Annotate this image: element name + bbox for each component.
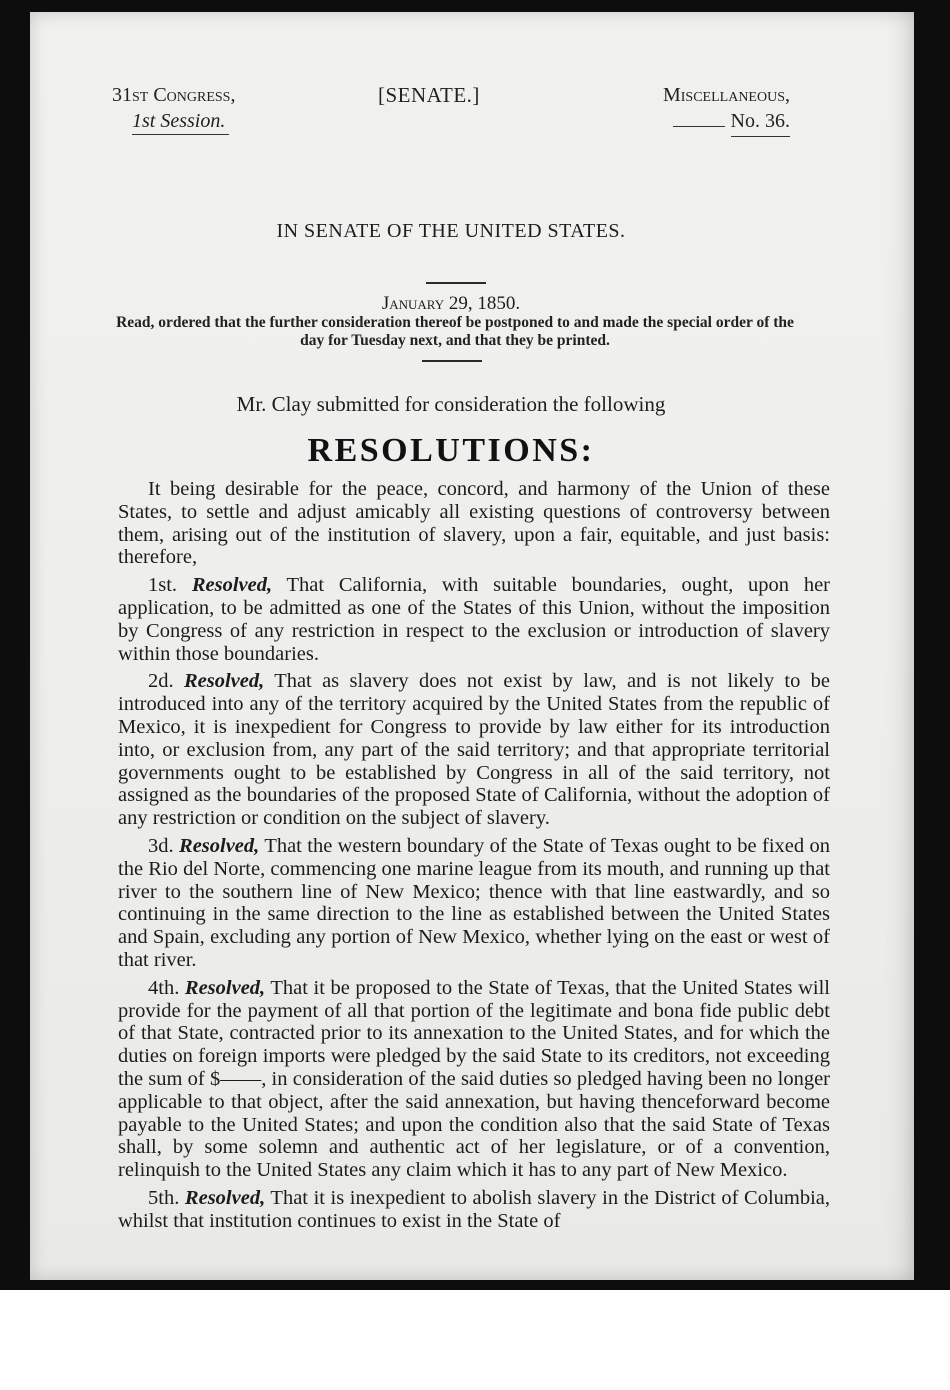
resolutions-heading: RESOLUTIONS: [307,432,595,469]
resolution-2: 2d. Resolved, That as slavery does not exist by law, and is not likely to be introduced into any of the territory acquired by the United States from the republic of Mexico, it is inexpedient for Congress to provide by law either for its introduction into, or exclusion from, any part of the said territory; and that appropriate territorial governments ought to be established by Congress in all of the said territory, not assigned as the boundaries of the proposed State of California, without the adoption of any restriction or condition on the subject of slavery. [118,670,831,830]
session: 1st Session. [132,110,229,135]
document-number: No. 36. [731,108,790,137]
category: Miscellaneous, [662,84,790,106]
resolution-5: 5th. Resolved, That it is inexpedient to abolish slavery in the District of Columbia, whilst that institution continues to exist in the State of [118,1186,831,1232]
order-note: Read, ordered that the further consideration thereof be postponed to and made the special order of the day for Tuesday next, and that they be printed. [116,314,794,349]
resolution-4: 4th. Resolved, That it be proposed to the State of Texas, that the United States will provide for the payment of all that portion of the legitimate and bona fide public debt of that State, contracted prior to its annexation to the United States, and for which the duties on foreign imports were pledged by the said State to its creditors, not exceeding the sum of $——, in consideration of the said duties so pledged having been no longer applicable to that object, after the said annexation, but having thenceforward become payable to the United States; and upon the condition also that the said State of Texas shall, by some solemn and authentic act of her legislature, or of a convention, relinquish to the United States any claim which it has to any part of New Mexico. [118,976,830,1182]
document-number-label [663,82,790,137]
congress: 31st Congress, [112,84,236,106]
page-title: IN SENATE OF THE UNITED STATES. [276,220,626,242]
document-page [30,12,914,1280]
resolution-3: 3d. Resolved, That the western boundary of the State of Texas ought to be fixed on the Rio del Norte, commencing one marine league from its mouth, and running up that river to the southern line of New Mexico; thence with that line eastwardly, and so continuing in the same direction to the line as established between the United States and Spain, excluding any portion of New Mexico, whether lying on the east or west of that river. [118,834,831,971]
chamber: [SENATE.] [378,83,480,107]
divider [426,282,486,284]
divider [422,360,482,362]
submission-line: Mr. Clay submitted for consideration the following [236,392,666,416]
resolution-1: 1st. Resolved, That California, with suitable boundaries, ought, upon her application, to be admitted as one of the States of this Union, without the imposition by Congress of any restriction in respect to the exclusion or introduction of slavery within those boundaries. [118,574,830,665]
number-rule [673,126,725,127]
date: January 29, 1850. [381,293,521,314]
preamble: It being desirable for the peace, concord, and harmony of the Union of these States, to settle and adjust amicably all existing questions of controversy between them, arising out of the institution of slavery, upon a fair, equitable, and just basis: therefore, [118,478,830,569]
congress-label [112,82,235,134]
document-body [118,478,830,1238]
